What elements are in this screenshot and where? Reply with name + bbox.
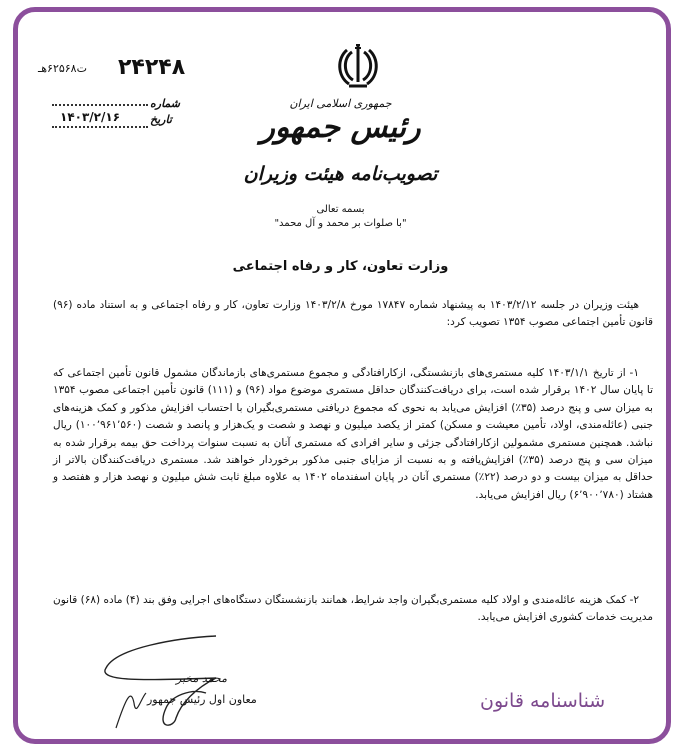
clause-2 [53,592,653,627]
recipient-ministry: وزارت تعاون، کار و رفاه اجتماعی [232,259,449,274]
date-label: تاریخ [150,113,172,126]
signatory-title: معاون اول رئیس جمهور [147,693,257,706]
clause-1 [53,365,653,504]
salawat-text: "با صلوات بر محمد و آل محمد" [274,218,407,229]
republic-heading: جمهوری اسلامی ایران [289,97,392,110]
clause-2-text: ۲- کمک هزینه عائله‌مندی و اولاد کلیه مستمری‌بگیران واجد شرایط، همانند بازنشستگان دستگاه‌های اجرایی وفق بند (۴) ماده (۶۸) قانون مدیریت خدمات کشوری افزایش می‌یابد. [53,594,653,624]
signatory-name: محمد مخبر [176,672,228,685]
approval-title: تصویب‌نامه هیئت وزیران [243,163,438,185]
intro-paragraph [53,297,653,332]
number-label: شماره [150,97,181,110]
watermark-text: شناسنامه قانون [480,690,606,712]
number-dotted-line [52,104,148,106]
date-value: ۱۴۰۳/۲/۱۶ [60,110,121,124]
president-heading: رئیس جمهور [260,110,421,145]
clause-1-text: ۱- از تاریخ ۱۴۰۳/۱/۱ کلیه مستمری‌های بازنشستگی، ازکارافتادگی و مجموع مستمری‌های بازماندگان مشمول قانون تأمین اجتماعی که تا پایان سال ۱۴۰۲ برقرار شده است، برای دریافت‌کنندگان حداقل مستمری موضوع مواد (۹۶) و (۱۱۱) قانون تأمین اجتماعی مصوب ۱۳۵۴ به میزان سی و پنج درصد (۳۵٪) افزایش می‌یابد به نحوی که مجموع دریافتی مستمری‌بگیران با احتساب افزایش مذکور و کمک هزینه‌های جنبی (عائله‌مندی، اولاد، تأمین معیشت و مسکن) کمتر از یکصد میلیون و نهصد و شصت و یک‌هزار و پانصد و شصت (۱۰۰٬۹۶۱٬۵۶۰) ریال نباشد. همچنین مستمری مشمولین ازکارافتادگی جزئی و سایر افرادی که مستمری آنان به نسبت سنوات پرداخت حق بیمه برقرار شده به میزان سی و پنج درصد (۳۵٪) افزایش‌یافته و به نسبت از مزایای جنبی مذکور برخوردار خواهند شد. مستمری دریافت‌کنندگان بالاتر از حداقل به میزان بیست و دو درصد (۲۲٪) مستمری آنان در پایان اسفندماه ۱۴۰۲ به علاوه مبلغ ثابت شش میلیون و نهصد هزار و هفتصد و هشتاد (۶٬۹۰۰٬۷۸۰) ریال افزایش می‌یابد. [53,367,654,501]
date-dotted-line [52,126,148,128]
serial-number: ۲۴۲۴۸ [118,55,186,80]
bismillah-text: بسمه تعالی [316,204,365,215]
letter-reference: ت۶۲۵۶۸هـ [38,62,87,75]
intro-text: هیئت وزیران در جلسه ۱۴۰۳/۲/۱۲ به پیشنهاد شماره ۱۷۸۴۷ مورخ ۱۴۰۳/۲/۸ وزارت تعاون، کار و رفاه اجتماعی و به استناد ماده (۹۶) قانون تأمین اجتماعی مصوب ۱۳۵۴ تصویب کرد: [53,299,653,329]
iran-emblem-icon [335,42,381,90]
